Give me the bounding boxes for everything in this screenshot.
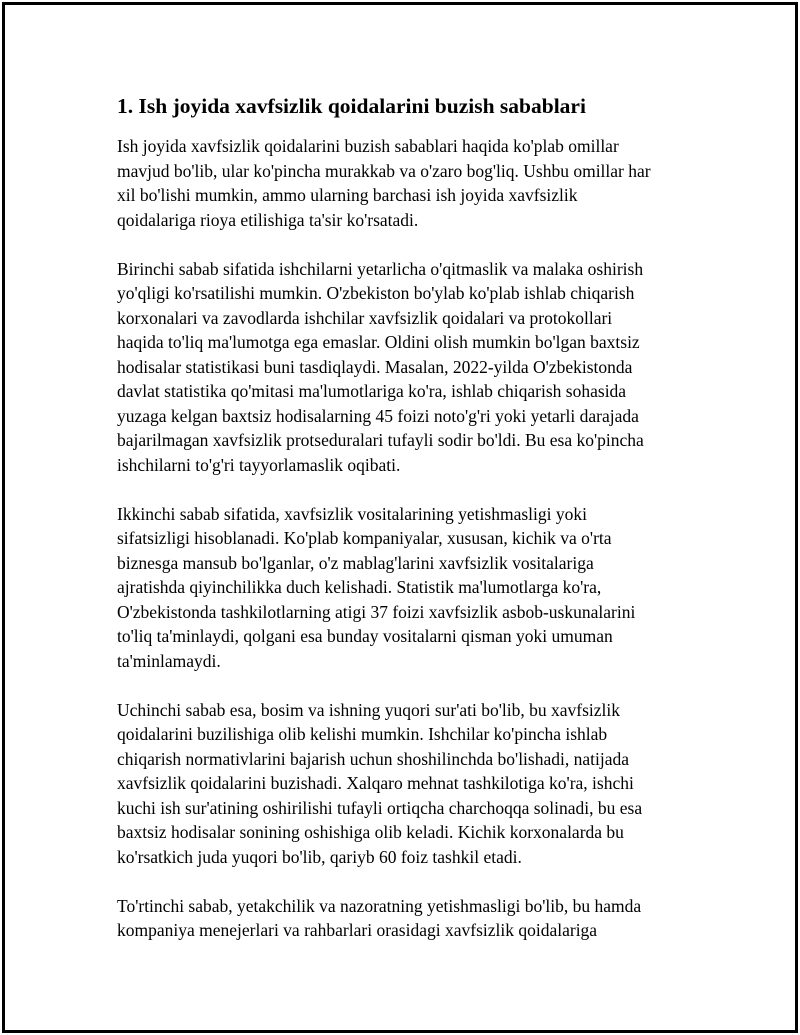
text-line: Uchinchi sabab esa, bosim va ishning yuqori sur'ati bo'lib, bu xavfsizlik — [117, 699, 621, 720]
text-line: sifatsizligi hisoblanadi. Ko'plab kompaniyalar, xususan, kichik va o'rta — [117, 528, 612, 548]
text-line: To'rtinchi sabab, yetakchilik va nazoratning yetishmasligi bo'lib, bu hamda — [117, 895, 642, 916]
text-line: yuzaga kelgan baxtsiz hodisalarning 45 foizi noto'g'ri yoki yetarli darajada — [117, 405, 639, 426]
paragraph-third-reason — [117, 698, 697, 870]
text-line: haqida to'liq ma'lumotga ega emaslar. Oldini olish mumkin bo'lgan baxtsiz — [117, 332, 640, 352]
paragraph-first-reason — [117, 257, 697, 478]
text-line: Birinchi sabab sifatida ishchilarni yetarlicha o'qitmaslik va malaka oshirish — [117, 258, 644, 279]
paragraph-intro — [117, 134, 697, 232]
text-line: biznesga mansub bo'lganlar, o'z mablag'larini xavfsizlik vositalariga — [117, 552, 594, 573]
text-line: ishchilarni to'g'ri tayyorlamaslik oqibati. — [117, 454, 401, 475]
text-line: baxtsiz hodisalar sonining oshishiga olib keladi. Kichik korxonalarda bu — [117, 822, 624, 842]
text-line: hodisalar statistikasi buni tasdiqlaydi. Masalan, 2022-yilda O'zbekistonda — [117, 356, 633, 377]
text-line: bajarilmagan xavfsizlik protseduralari tufayli sodir bo'ldi. Bu esa ko'pincha — [117, 430, 644, 450]
text-line: yo'qligi ko'rsatilishi mumkin. O'zbekiston bo'ylab ko'plab ishlab chiqarish — [117, 283, 635, 303]
text-line: ko'rsatkich juda yuqori bo'lib, qariyb 60 foiz tashkil etadi. — [117, 846, 522, 867]
text-line: davlat statistika qo'mitasi ma'lumotlariga ko'ra, ishlab chiqarish sohasida — [117, 381, 627, 401]
section-heading: 1. Ish joyida xavfsizlik qoidalarini buzish sabablari — [117, 94, 586, 118]
paragraph-fourth-reason — [117, 894, 697, 943]
text-line: ajratishda qiyinchilikka duch kelishadi. Statistik ma'lumotlarga ko'ra, — [117, 577, 602, 597]
document-body — [117, 92, 697, 967]
text-line: xavfsizlik qoidalarini buzishadi. Xalqaro mehnat tashkilotiga ko'ra, ishchi — [117, 773, 634, 793]
text-line: korxonalari va zavodlarda ishchilar xavfsizlik qoidalari va protokollari — [117, 307, 613, 328]
text-line: to'liq ta'minlaydi, qolgani esa bunday vositalarni qisman yoki umuman — [117, 626, 613, 646]
paragraph-second-reason — [117, 502, 697, 674]
text-line: chiqarish normativlarini bajarish uchun shoshilinchda bo'lishadi, natijada — [117, 748, 629, 769]
text-line: qoidalariga rioya etilishiga ta'sir ko'rsatadi. — [117, 209, 419, 230]
text-line: kuchi ish sur'atining oshirilishi tufayli ortiqcha charchoqqa solinadi, bu esa — [117, 797, 643, 818]
text-line: O'zbekistonda tashkilotlarning atigi 37 foizi xavfsizlik asbob-uskunalarini — [117, 601, 636, 622]
text-line: Ish joyida xavfsizlik qoidalarini buzish sabablari haqida ko'plab omillar — [117, 136, 619, 156]
text-line: xil bo'lishi mumkin, ammo ularning barchasi ish joyida xavfsizlik — [117, 185, 578, 205]
text-line: ta'minlamaydi. — [117, 650, 221, 671]
text-line: mavjud bo'lib, ular ko'pincha murakkab va o'zaro bog'liq. Ushbu omillar har — [117, 160, 651, 181]
text-line: qoidalarini buzilishiga olib kelishi mumkin. Ishchilar ko'pincha ishlab — [117, 724, 608, 744]
text-line: kompaniya menejerlari va rahbarlari orasidagi xavfsizlik qoidalariga — [117, 920, 598, 940]
text-line: Ikkinchi sabab sifatida, xavfsizlik vositalarining yetishmasligi yoki — [117, 503, 587, 524]
